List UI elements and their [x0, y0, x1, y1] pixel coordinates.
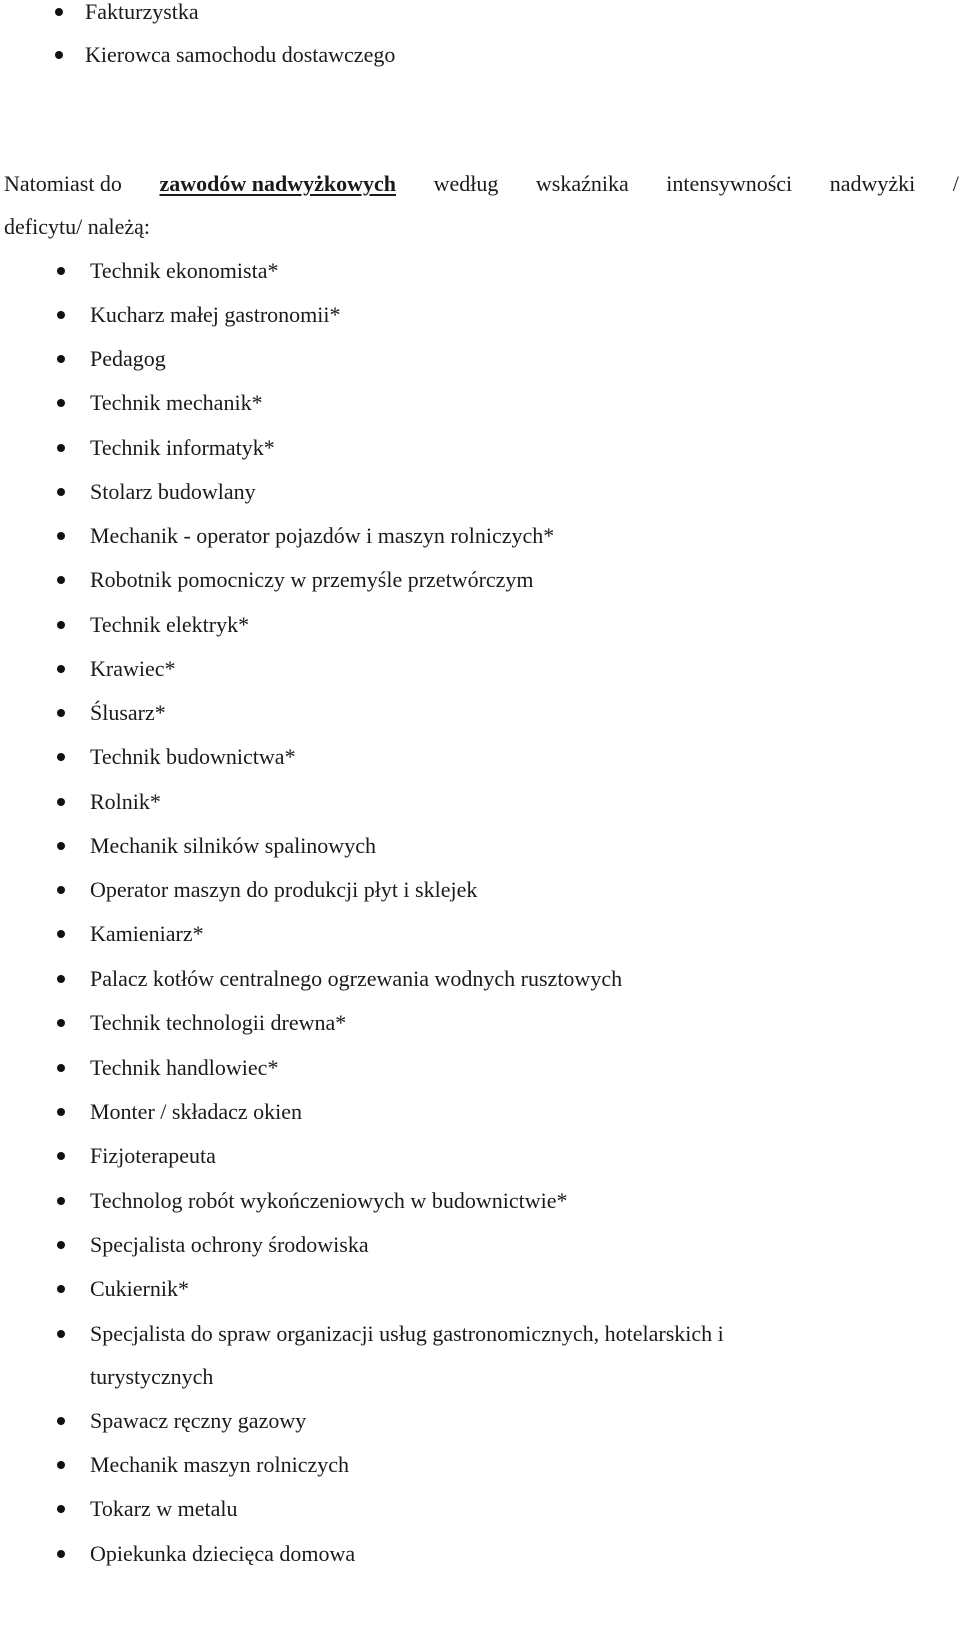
list-item-label: Specjalista ochrony środowiska: [90, 1232, 369, 1257]
list-item-label: Fakturzystka: [85, 0, 199, 24]
bullet-icon: [57, 488, 65, 496]
intro-word: /: [952, 171, 959, 196]
list-item-label: Rolnik*: [90, 789, 161, 814]
list-item-label: Palacz kotłów centralnego ogrzewania wodnych rusztowych: [90, 966, 623, 991]
bullet-icon: [57, 842, 65, 850]
bullet-icon: [57, 1197, 65, 1205]
bullet-icon: [57, 267, 65, 275]
list-item-label: Mechanik silników spalinowych: [90, 833, 376, 858]
list-item-label: Technolog robót wykończeniowych w budownictwie*: [90, 1188, 568, 1213]
list-item-label: Kierowca samochodu dostawczego: [85, 42, 396, 67]
list-item-label: Technik ekonomista*: [90, 258, 279, 283]
list-item-label: Tokarz w metalu: [90, 1496, 238, 1521]
list-item-label: Robotnik pomocniczy w przemyśle przetwórczym: [90, 567, 534, 592]
intro-line-1: [4, 172, 959, 196]
list-item-label: Monter / składacz okien: [90, 1099, 302, 1124]
bullet-icon: [57, 1550, 65, 1558]
intro-word: wskaźnika: [535, 171, 629, 196]
list-item-continuation: turystycznych: [90, 1364, 214, 1389]
list-item-label: Specjalista do spraw organizacji usług gastronomicznych, hotelarskich i: [90, 1321, 724, 1346]
bullet-icon: [57, 930, 65, 938]
intro-word: intensywności: [666, 171, 793, 196]
list-item-label: Technik budownictwa*: [90, 744, 296, 769]
list-item-label: Technik mechanik*: [90, 390, 263, 415]
bullet-icon: [57, 1152, 65, 1160]
bullet-icon: [57, 1417, 65, 1425]
list-item-label: Kucharz małej gastronomii*: [90, 302, 341, 327]
list-item-label: Operator maszyn do produkcji płyt i sklejek: [90, 877, 478, 902]
bullet-icon: [57, 1241, 65, 1249]
bullet-icon: [57, 311, 65, 319]
list-item-label: Krawiec*: [90, 656, 176, 681]
intro-word: nadwyżki: [829, 171, 916, 196]
intro-before: Natomiast do: [4, 171, 122, 196]
list-item-label: Technik handlowiec*: [90, 1055, 279, 1080]
surplus-occupations-emphasis: zawodów nadwyżkowych: [159, 171, 397, 196]
bullet-icon: [57, 1019, 65, 1027]
bullet-icon: [57, 665, 65, 673]
bullet-icon: [57, 576, 65, 584]
list-item-label: Technik informatyk*: [90, 435, 275, 460]
bullet-icon: [57, 1108, 65, 1116]
list-item-label: Spawacz ręczny gazowy: [90, 1408, 307, 1433]
list-item-label: Mechanik maszyn rolniczych: [90, 1452, 350, 1477]
bullet-icon: [57, 399, 65, 407]
bullet-icon: [57, 532, 65, 540]
list-item-label: Stolarz budowlany: [90, 479, 256, 504]
bullet-icon: [57, 975, 65, 983]
list-item-label: Pedagog: [90, 346, 166, 371]
list-item-label: Ślusarz*: [90, 700, 166, 725]
list-item-label: Mechanik - operator pojazdów i maszyn rolniczych*: [90, 523, 555, 548]
bullet-icon: [57, 1064, 65, 1072]
bullet-icon: [55, 8, 63, 16]
bullet-icon: [57, 1330, 65, 1338]
bullet-icon: [57, 1505, 65, 1513]
bullet-icon: [57, 355, 65, 363]
intro-line-2: deficytu/ należą:: [4, 214, 150, 239]
bullet-icon: [55, 51, 63, 59]
bullet-icon: [57, 886, 65, 894]
list-item-label: Fizjoterapeuta: [90, 1143, 216, 1168]
bullet-icon: [57, 1285, 65, 1293]
bullet-icon: [57, 753, 65, 761]
list-item-label: Technik elektryk*: [90, 612, 250, 637]
bullet-icon: [57, 709, 65, 717]
bullet-icon: [57, 621, 65, 629]
bullet-icon: [57, 798, 65, 806]
bullet-icon: [57, 1461, 65, 1469]
bullet-icon: [57, 444, 65, 452]
list-item-label: Technik technologii drewna*: [90, 1010, 347, 1035]
list-item-label: Kamieniarz*: [90, 921, 204, 946]
list-item-label: Opiekunka dziecięca domowa: [90, 1541, 356, 1566]
list-item-label: Cukiernik*: [90, 1276, 189, 1301]
intro-word: według: [433, 171, 499, 196]
